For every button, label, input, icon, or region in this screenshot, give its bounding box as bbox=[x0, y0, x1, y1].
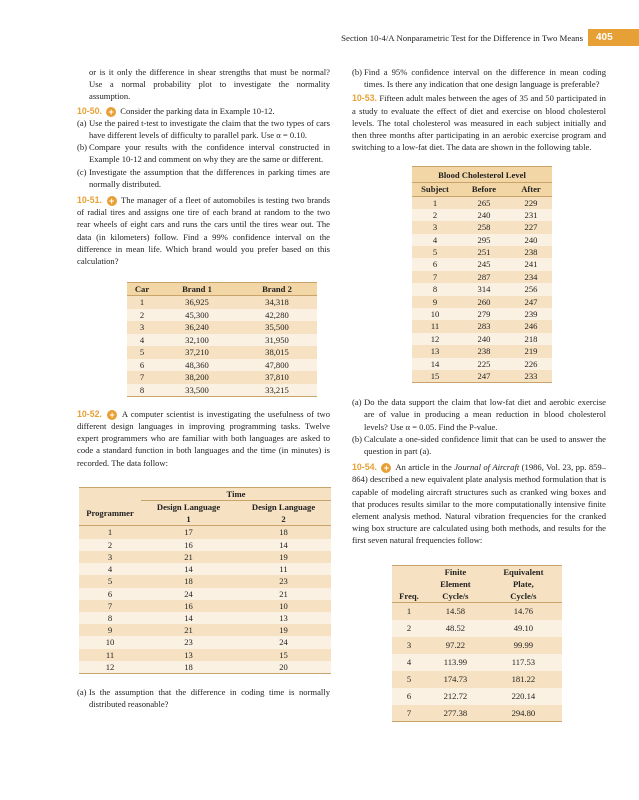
table-cell: 227 bbox=[524, 222, 538, 233]
exercise-text: An article in the bbox=[395, 462, 452, 473]
exercise-number: 10-51. bbox=[77, 195, 102, 206]
table-cell: 12 bbox=[430, 333, 440, 344]
table-cell: 279 bbox=[477, 309, 491, 320]
table-cell: 295 bbox=[477, 234, 491, 245]
column-header: Subject bbox=[421, 184, 449, 195]
table-row bbox=[412, 370, 552, 383]
table-cell: 16 bbox=[184, 600, 193, 611]
part-label: (c) bbox=[77, 166, 87, 177]
table-row bbox=[79, 551, 331, 563]
table-cell: 5 bbox=[139, 347, 145, 358]
table-cell: 14 bbox=[184, 564, 193, 575]
table-cell: 1 bbox=[139, 297, 145, 308]
table-cell: 13 bbox=[279, 612, 288, 623]
part-label: (b) bbox=[77, 142, 88, 153]
table-cell: 10 bbox=[279, 600, 288, 611]
tire-table bbox=[127, 282, 317, 397]
table-row bbox=[392, 637, 562, 654]
table-cell: 8 bbox=[139, 384, 145, 395]
table-row bbox=[412, 358, 552, 370]
table-cell: 97.22 bbox=[445, 640, 466, 651]
blank-cell bbox=[392, 578, 426, 590]
table-row bbox=[79, 526, 331, 539]
coding-time-table bbox=[79, 487, 331, 674]
plus-circle-icon: + bbox=[106, 107, 116, 117]
table-cell: 247 bbox=[524, 296, 538, 307]
part-c bbox=[77, 166, 330, 190]
part-text: Is the assumption that the difference in coding time is normally distributed reasonable? bbox=[89, 686, 330, 710]
table-row bbox=[412, 221, 552, 233]
group-header: Time bbox=[141, 487, 331, 500]
part-label: (a) bbox=[352, 397, 362, 408]
table-cell: 245 bbox=[477, 259, 491, 270]
column-header: Design Language bbox=[156, 502, 221, 513]
part-text: Do the data support the claim that low-fat diet and aerobic exercise are of value in producing a mean reduction in blood cholesterol levels? Use α = 0.05. Find the P-value. bbox=[364, 397, 606, 432]
table-cell: 13 bbox=[184, 649, 193, 660]
table-cell: 1 bbox=[432, 197, 438, 208]
table-row bbox=[412, 283, 552, 295]
table-cell: 6 bbox=[107, 588, 113, 599]
table-cell: 18 bbox=[279, 527, 288, 538]
table-cell: 218 bbox=[524, 333, 538, 344]
table-cell: 246 bbox=[524, 321, 538, 332]
table-cell: 113.99 bbox=[443, 657, 468, 668]
table-cell: 283 bbox=[477, 321, 491, 332]
table-cell: 240 bbox=[477, 333, 491, 344]
table-cell: 239 bbox=[524, 309, 538, 320]
exercise-number: 10-52. bbox=[77, 408, 102, 419]
table-cell: 11 bbox=[279, 564, 288, 575]
table-row bbox=[412, 209, 552, 221]
part-text: Calculate a one-sided confidence limit that can be used to answer the question in part (a). bbox=[364, 433, 606, 456]
table-cell: 10 bbox=[105, 637, 115, 648]
left-column bbox=[77, 66, 330, 710]
table-row bbox=[392, 688, 562, 705]
table-row bbox=[127, 384, 317, 397]
table-cell: 117.53 bbox=[511, 657, 536, 668]
table-cell: 21 bbox=[184, 551, 193, 562]
table-cell: 18 bbox=[184, 661, 193, 672]
table-row bbox=[79, 600, 331, 612]
right-column bbox=[352, 66, 606, 722]
table-cell: 4 bbox=[139, 334, 145, 345]
part-a bbox=[77, 686, 330, 710]
column-header: Car bbox=[134, 284, 150, 295]
column-header: Finite bbox=[444, 566, 467, 577]
table-cell: 2 bbox=[107, 539, 113, 550]
table-cell: 14.58 bbox=[445, 606, 466, 617]
continued-paragraph: or is it only the difference in shear strengths that must be normal? Use a normal probability plot to investigate the normality assumption. bbox=[89, 67, 330, 102]
table-row bbox=[127, 334, 317, 347]
part-b bbox=[77, 141, 330, 165]
exercise-number: 10-50. bbox=[77, 105, 102, 116]
table-cell: 24 bbox=[279, 637, 288, 648]
exercise-number: 10-53. bbox=[352, 93, 377, 104]
cholesterol-table bbox=[412, 166, 552, 383]
table-row bbox=[127, 346, 317, 359]
table-cell: 3 bbox=[107, 551, 113, 562]
table-caption: Blood Cholesterol Level bbox=[438, 169, 526, 180]
table-row bbox=[79, 539, 331, 551]
table-cell: 48,360 bbox=[185, 359, 209, 370]
part-label: (a) bbox=[77, 686, 87, 697]
table-cell: 2 bbox=[406, 623, 412, 634]
table-cell: 24 bbox=[184, 588, 193, 599]
table-cell: 5 bbox=[107, 576, 113, 587]
table-cell: 18 bbox=[184, 576, 193, 587]
column-header: 2 bbox=[281, 514, 286, 525]
table-row bbox=[392, 671, 562, 688]
table-cell: 294.80 bbox=[511, 707, 536, 718]
table-cell: 3 bbox=[139, 322, 145, 333]
column-header: Brand 2 bbox=[262, 284, 292, 295]
part-label: (b) bbox=[352, 67, 363, 77]
table-cell: 33,215 bbox=[265, 384, 289, 395]
table-cell: 220.14 bbox=[511, 691, 536, 702]
table-row bbox=[412, 320, 552, 332]
table-row bbox=[412, 258, 552, 270]
table-cell: 240 bbox=[477, 209, 491, 220]
part-a bbox=[352, 396, 606, 433]
table-cell: 260 bbox=[477, 296, 491, 307]
table-cell: 19 bbox=[279, 551, 288, 562]
table-cell: 265 bbox=[477, 197, 491, 208]
part-label: (b) bbox=[352, 433, 363, 444]
column-header: Element bbox=[440, 578, 471, 589]
table-row bbox=[412, 271, 552, 283]
table-row bbox=[412, 246, 552, 258]
table-cell: 6 bbox=[139, 359, 145, 370]
exercise-10-53 bbox=[352, 92, 606, 153]
table-cell: 33,500 bbox=[185, 384, 209, 395]
table-cell: 38,200 bbox=[185, 372, 209, 383]
table-cell: 23 bbox=[279, 576, 288, 587]
part-a bbox=[77, 117, 330, 141]
exercise-10-50 bbox=[77, 105, 330, 117]
exercise-text: Fifteen adult males between the ages of 35 and 50 participated in a study to evaluate the effect of diet and exercise on blood cholesterol levels. The total cholesterol was measured in each subject initially and then three months after participating in an aerobic exercise program and switching to a low-fat diet. The data are shown in the following table. bbox=[352, 93, 606, 153]
table-cell: 14 bbox=[430, 358, 440, 369]
table-cell: 240 bbox=[524, 234, 538, 245]
table-row bbox=[79, 588, 331, 600]
column-header: Freq. bbox=[399, 590, 419, 601]
table-cell: 34,318 bbox=[265, 297, 289, 308]
table-cell: 7 bbox=[139, 372, 145, 383]
table-row bbox=[392, 603, 562, 620]
column-header: Before bbox=[471, 184, 497, 195]
table-cell: 48.52 bbox=[445, 623, 466, 634]
table-cell: 9 bbox=[107, 625, 113, 636]
journal-title: Journal of Aircraft bbox=[454, 462, 520, 473]
table-row bbox=[79, 612, 331, 624]
table-cell: 42,280 bbox=[265, 309, 289, 320]
running-title: Section 10-4/A Nonparametric Test for the Difference in Two Means bbox=[341, 33, 583, 43]
column-header: Plate, bbox=[513, 578, 534, 589]
table-cell: 6 bbox=[406, 691, 412, 702]
table-cell: 10 bbox=[430, 309, 440, 320]
table-cell: 238 bbox=[477, 346, 491, 357]
table-cell: 14 bbox=[279, 539, 288, 550]
table-cell: 234 bbox=[524, 271, 538, 282]
table-cell: 256 bbox=[524, 284, 538, 295]
table-cell: 14 bbox=[184, 612, 193, 623]
table-row bbox=[79, 649, 331, 661]
part-b bbox=[352, 66, 606, 90]
exercise-text: (1986, Vol. 23, pp. 859–864) described a new equivalent plate analysis method formulation that is capable of modeling aircraft structures such as cranked wing boxes and that produces results similar to the more computationally intensive finite element analysis method. Natural vibration frequencies for the cranked wing box structure are calculated using both methods, and results for the first seven natural frequencies follow: bbox=[352, 462, 607, 546]
table-cell: 11 bbox=[105, 649, 115, 660]
column-header: Programmer bbox=[86, 507, 134, 518]
table-row bbox=[127, 309, 317, 322]
table-cell: 251 bbox=[477, 247, 491, 258]
table-row bbox=[79, 563, 331, 575]
table-row bbox=[127, 359, 317, 372]
table-cell: 8 bbox=[107, 612, 113, 623]
table-cell: 37,810 bbox=[265, 372, 289, 383]
table-cell: 2 bbox=[432, 209, 438, 220]
table-cell: 23 bbox=[184, 637, 193, 648]
table-cell: 7 bbox=[432, 271, 438, 282]
table-row bbox=[392, 620, 562, 637]
frequency-table bbox=[392, 565, 562, 723]
table-row bbox=[79, 636, 331, 648]
table-cell: 181.22 bbox=[511, 674, 536, 685]
table-cell: 9 bbox=[432, 296, 438, 307]
table-cell: 21 bbox=[279, 588, 288, 599]
table-cell: 99.99 bbox=[513, 640, 534, 651]
table-row bbox=[79, 661, 331, 674]
exercise-10-52 bbox=[77, 408, 330, 469]
plus-circle-icon: + bbox=[107, 410, 117, 420]
table-cell: 4 bbox=[432, 234, 438, 245]
table-cell: 1 bbox=[107, 527, 113, 538]
table-row bbox=[412, 234, 552, 246]
table-cell: 229 bbox=[524, 197, 538, 208]
table-cell: 212.72 bbox=[443, 691, 468, 702]
column-header: Brand 1 bbox=[182, 284, 212, 295]
table-row bbox=[127, 371, 317, 384]
column-header: Design Language bbox=[251, 502, 316, 513]
table-cell: 36,240 bbox=[185, 322, 209, 333]
table-cell: 47,800 bbox=[265, 359, 289, 370]
table-cell: 233 bbox=[524, 370, 538, 381]
plus-circle-icon: + bbox=[107, 196, 117, 206]
part-label: (a) bbox=[77, 117, 87, 128]
table-cell: 3 bbox=[406, 640, 412, 651]
exercise-number: 10-54. bbox=[352, 462, 377, 473]
table-cell: 258 bbox=[477, 222, 491, 233]
part-text: Use the paired t-test to investigate the claim that the two types of cars have different levels of difficulty to parallel park. Use α = 0.10. bbox=[89, 117, 330, 141]
table-cell: 225 bbox=[477, 358, 491, 369]
table-cell: 6 bbox=[432, 259, 438, 270]
table-cell: 36,925 bbox=[185, 297, 209, 308]
table-cell: 4 bbox=[406, 657, 412, 668]
table-cell: 241 bbox=[524, 259, 538, 270]
exercise-text: A computer scientist is investigating the usefulness of two different design languages in improving programming tasks. Twelve expert programmers who are familiar with both languages are asked to code a standard function in both languages and the time (in minutes) is recorded. The data follow: bbox=[77, 408, 330, 468]
table-cell: 277.38 bbox=[443, 707, 468, 718]
table-cell: 35,500 bbox=[265, 322, 289, 333]
table-cell: 31,950 bbox=[265, 334, 289, 345]
column-header: Equivalent bbox=[503, 566, 544, 577]
table-row bbox=[392, 705, 562, 722]
table-cell: 4 bbox=[107, 564, 113, 575]
table-cell: 49.10 bbox=[513, 623, 534, 634]
table-cell: 5 bbox=[432, 247, 438, 258]
table-cell: 226 bbox=[524, 358, 538, 369]
table-cell: 14.76 bbox=[513, 606, 534, 617]
table-cell: 12 bbox=[105, 661, 115, 672]
column-header: Cycle/s bbox=[510, 590, 537, 601]
column-header: 1 bbox=[186, 514, 191, 525]
table-cell: 21 bbox=[184, 625, 193, 636]
table-cell: 8 bbox=[432, 284, 438, 295]
table-cell: 45,300 bbox=[185, 309, 209, 320]
table-row bbox=[127, 321, 317, 334]
table-cell: 287 bbox=[477, 271, 491, 282]
blank-cell bbox=[392, 565, 426, 578]
table-cell: 238 bbox=[524, 247, 538, 258]
table-cell: 19 bbox=[279, 625, 288, 636]
table-cell: 17 bbox=[184, 527, 193, 538]
column-header: After bbox=[521, 184, 541, 195]
column-header: Cycle/s bbox=[442, 590, 469, 601]
table-cell: 314 bbox=[477, 284, 491, 295]
table-cell: 1 bbox=[406, 606, 412, 617]
table-cell: 3 bbox=[432, 222, 438, 233]
table-cell: 7 bbox=[406, 707, 412, 718]
table-row bbox=[412, 308, 552, 320]
table-cell: 20 bbox=[279, 661, 288, 672]
table-cell: 15 bbox=[279, 649, 288, 660]
table-row bbox=[127, 296, 317, 309]
table-cell: 13 bbox=[430, 346, 440, 357]
table-row bbox=[412, 196, 552, 209]
table-cell: 5 bbox=[406, 674, 412, 685]
page-number: 405 bbox=[588, 29, 639, 46]
part-text: Find a 95% confidence interval on the difference in mean coding times. Is there any indication that one design language is preferable? bbox=[364, 67, 606, 90]
table-row bbox=[412, 296, 552, 308]
part-text: Investigate the assumption that the differences in parking times are normally distributed. bbox=[89, 166, 330, 189]
plus-circle-icon: + bbox=[381, 463, 391, 473]
table-cell: 15 bbox=[430, 370, 440, 381]
table-cell: 32,100 bbox=[185, 334, 209, 345]
part-text: Compare your results with the confidence interval constructed in Example 10-12 and comment on why they are the same or different. bbox=[89, 142, 330, 165]
exercise-text: Consider the parking data in Example 10-12. bbox=[120, 105, 275, 116]
page-header bbox=[0, 29, 639, 45]
part-b bbox=[352, 433, 606, 457]
table-cell: 11 bbox=[430, 321, 440, 332]
table-cell: 219 bbox=[524, 346, 538, 357]
table-row bbox=[79, 624, 331, 636]
exercise-10-54 bbox=[352, 461, 606, 546]
table-cell: 231 bbox=[524, 209, 538, 220]
exercise-10-51 bbox=[77, 194, 330, 267]
exercise-text: The manager of a fleet of automobiles is testing two brands of radial tires and assigns one tire of each brand at random to the two rear wheels of eight cars and runs the cars until the tires wear out. The data (in kilometers) follow. Find a 99% confidence interval on the difference in mean life. Which brand would you prefer based on this calculation? bbox=[77, 195, 330, 267]
table-cell: 247 bbox=[477, 370, 491, 381]
table-row bbox=[412, 345, 552, 357]
table-row bbox=[412, 333, 552, 345]
table-cell: 7 bbox=[107, 600, 113, 611]
table-cell: 16 bbox=[184, 539, 193, 550]
table-row bbox=[392, 654, 562, 671]
table-cell: 174.73 bbox=[443, 674, 468, 685]
table-cell: 2 bbox=[139, 309, 145, 320]
table-cell: 38,015 bbox=[265, 347, 289, 358]
table-row bbox=[79, 575, 331, 587]
blank-cell bbox=[79, 487, 141, 500]
table-cell: 37,210 bbox=[185, 347, 209, 358]
